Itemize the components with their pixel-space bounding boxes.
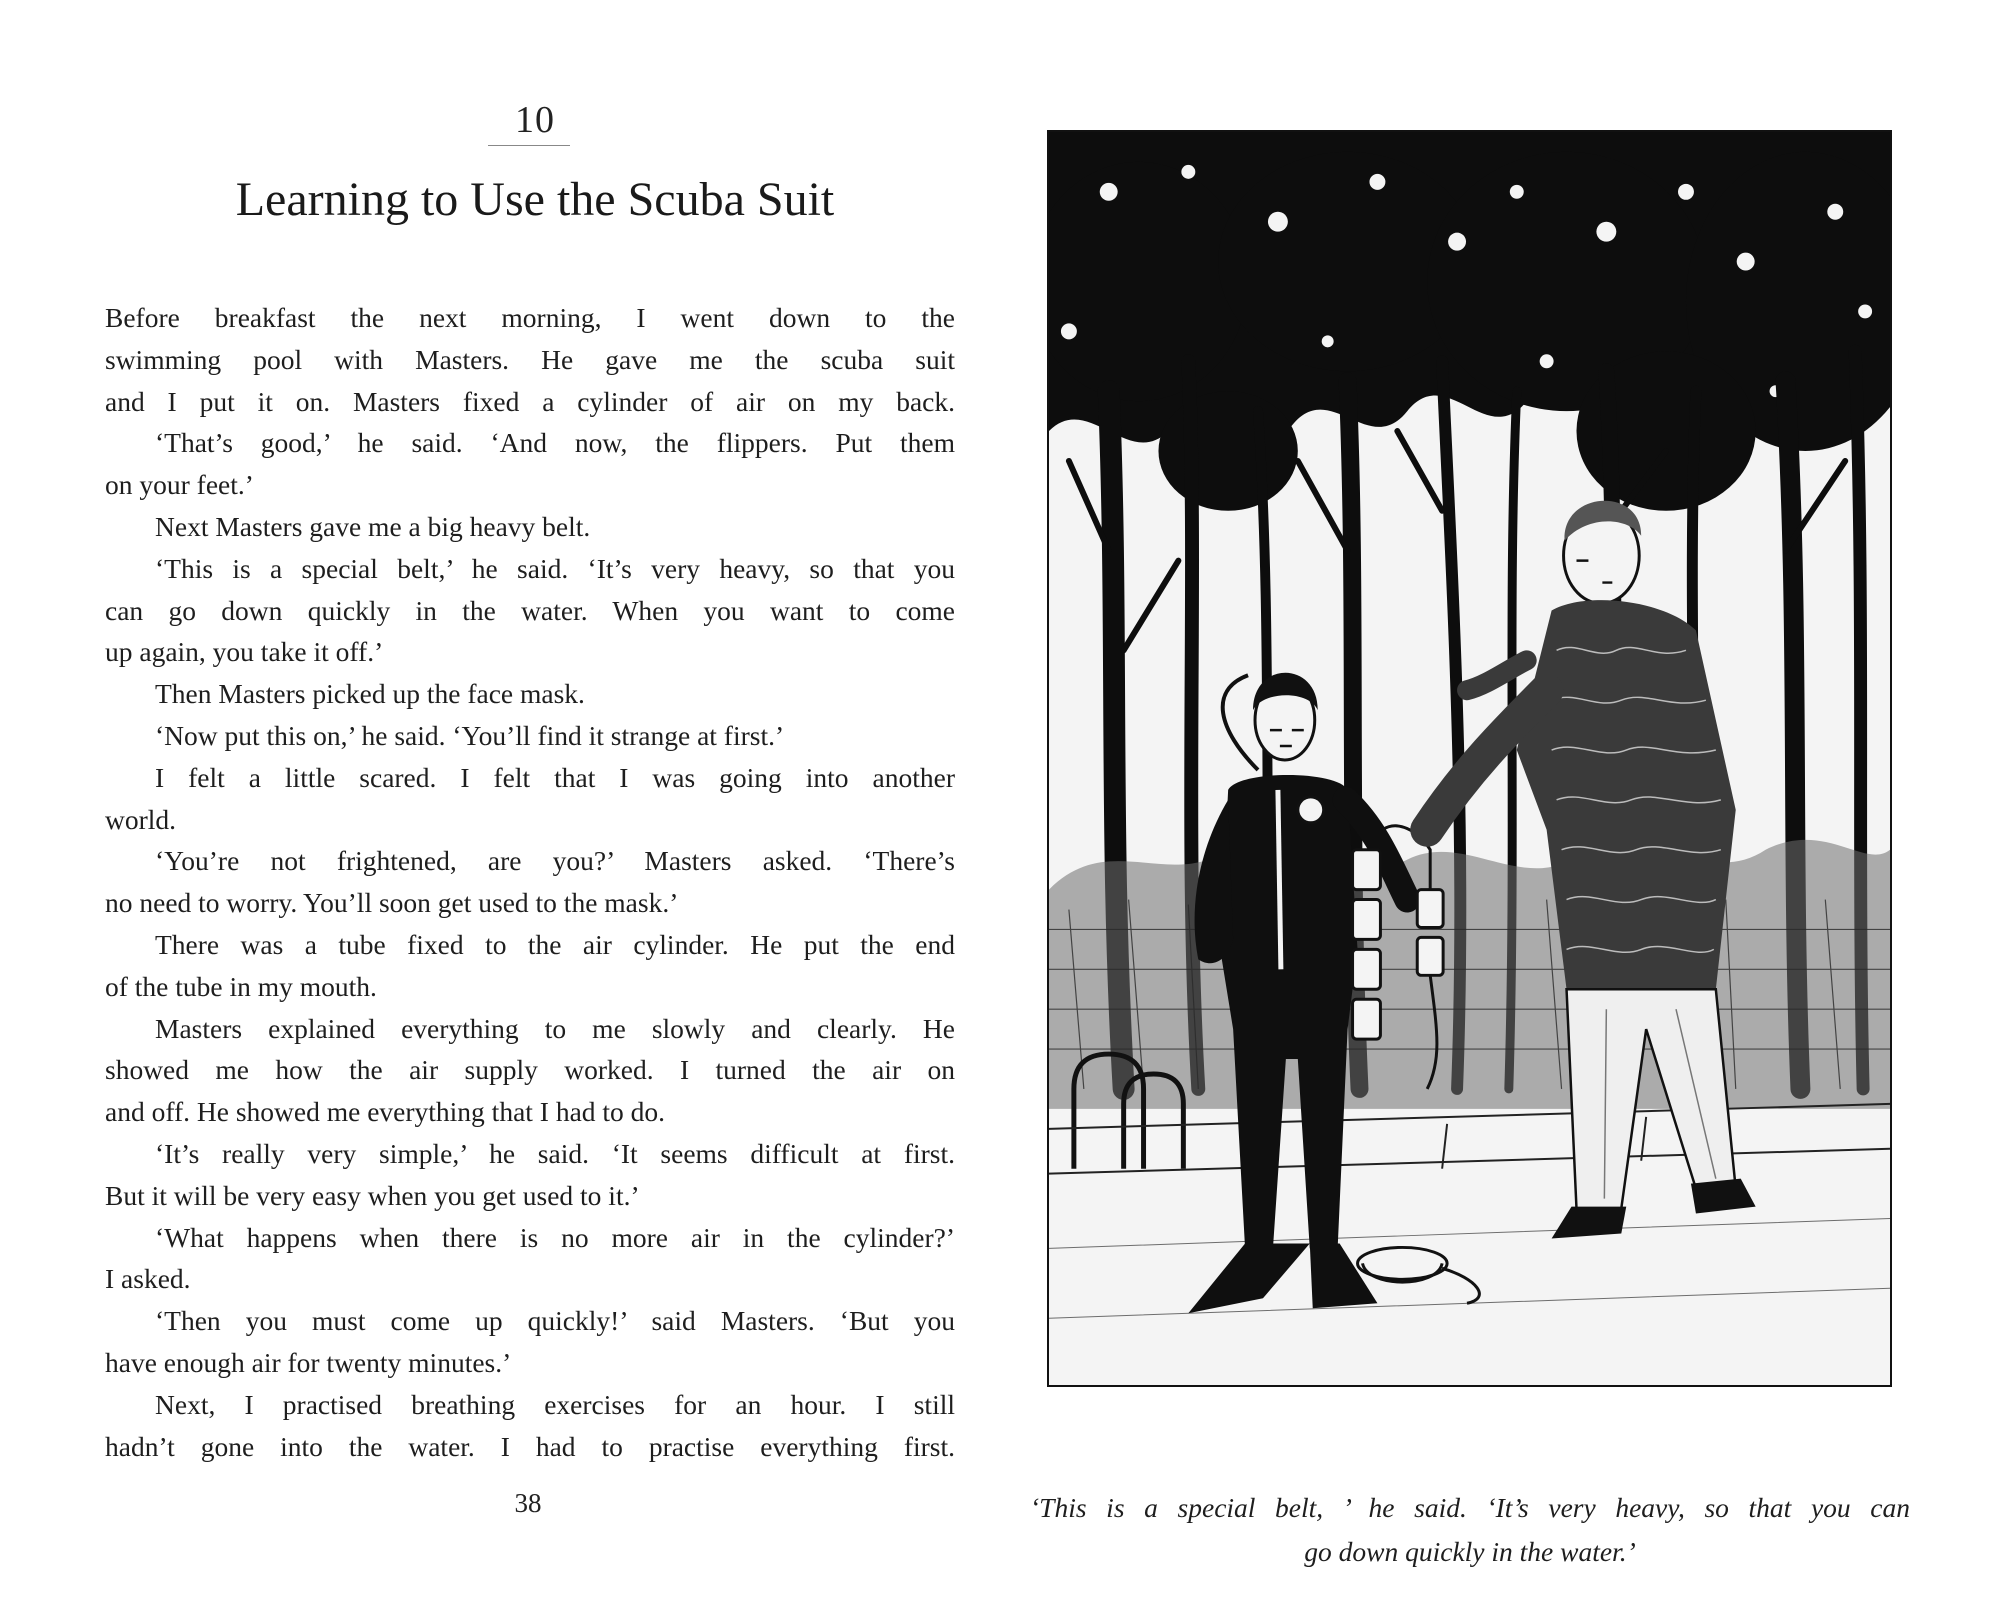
- text-line: can go down quickly in the water. When you want to come: [105, 594, 955, 626]
- text-line: swimming pool with Masters. He gave me the scuba suit: [105, 343, 955, 375]
- caption-line: go down quickly in the water.’: [1304, 1536, 1636, 1567]
- chapter-number-rule: [488, 145, 570, 146]
- text-line: Next Masters gave me a big heavy belt.: [155, 510, 591, 542]
- text-line: ‘You’re not frightened, are you?’ Masters asked. ‘There’s: [155, 845, 955, 877]
- text-line: Then Masters picked up the face mask.: [155, 678, 585, 710]
- chapter-number: 10: [515, 99, 555, 141]
- text-line: Before breakfast the next morning, I went down to the: [105, 302, 955, 333]
- text-line: and off. He showed me everything that I had to do.: [105, 1096, 666, 1128]
- illustration-caption: [1030, 1486, 1910, 1574]
- text-line: There was a tube fixed to the air cylinder. He put the end: [155, 928, 955, 960]
- text-line: hadn’t gone into the water. I had to practise everything first.: [105, 1430, 955, 1462]
- right-page: [1000, 0, 2000, 1602]
- text-line: world.: [105, 803, 177, 835]
- text-line: up again, you take it off.’: [105, 636, 384, 668]
- text-line: I asked.: [105, 1263, 191, 1295]
- text-line: ‘That’s good,’ he said. ‘And now, the flippers. Put them: [155, 427, 955, 459]
- text-line: I felt a little scared. I felt that I was going into another: [155, 761, 955, 793]
- caption-line: ‘This is a special belt, ’ he said. ‘It’s very heavy, so that you can: [1030, 1492, 1910, 1523]
- text-line: have enough air for twenty minutes.’: [105, 1346, 512, 1378]
- hedge: [1049, 840, 1890, 1109]
- text-line: ‘Then you must come up quickly!’ said Masters. ‘But you: [155, 1305, 955, 1337]
- text-line: Next, I practised breathing exercises for an hour. I still: [155, 1388, 955, 1420]
- chapter-title: Learning to Use the Scuba Suit: [235, 173, 835, 226]
- illustration-ink-drawing: [1047, 130, 1892, 1387]
- text-line: But it will be very easy when you get used to it.’: [105, 1179, 640, 1211]
- chapter-body-text: [105, 297, 955, 1467]
- text-line: ‘This is a special belt,’ he said. ‘It’s very heavy, so that you: [155, 552, 955, 584]
- text-line: and I put it on. Masters fixed a cylinder of air on my back.: [105, 385, 955, 417]
- page-number: 38: [514, 1488, 542, 1518]
- illustration-svg: [1049, 132, 1890, 1385]
- text-line: showed me how the air supply worked. I turned the air on: [105, 1054, 955, 1086]
- text-line: ‘It’s really very simple,’ he said. ‘It seems difficult at first.: [155, 1137, 955, 1169]
- text-line: of the tube in my mouth.: [105, 970, 377, 1002]
- text-line: ‘What happens when there is no more air in the cylinder?’: [155, 1221, 955, 1253]
- text-line: ‘Now put this on,’ he said. ‘You’ll find it strange at first.’: [155, 719, 785, 751]
- text-line: no need to worry. You’ll soon get used to the mask.’: [105, 887, 679, 919]
- text-line: on your feet.’: [105, 469, 254, 501]
- text-line: Masters explained everything to me slowly and clearly. He: [155, 1012, 955, 1044]
